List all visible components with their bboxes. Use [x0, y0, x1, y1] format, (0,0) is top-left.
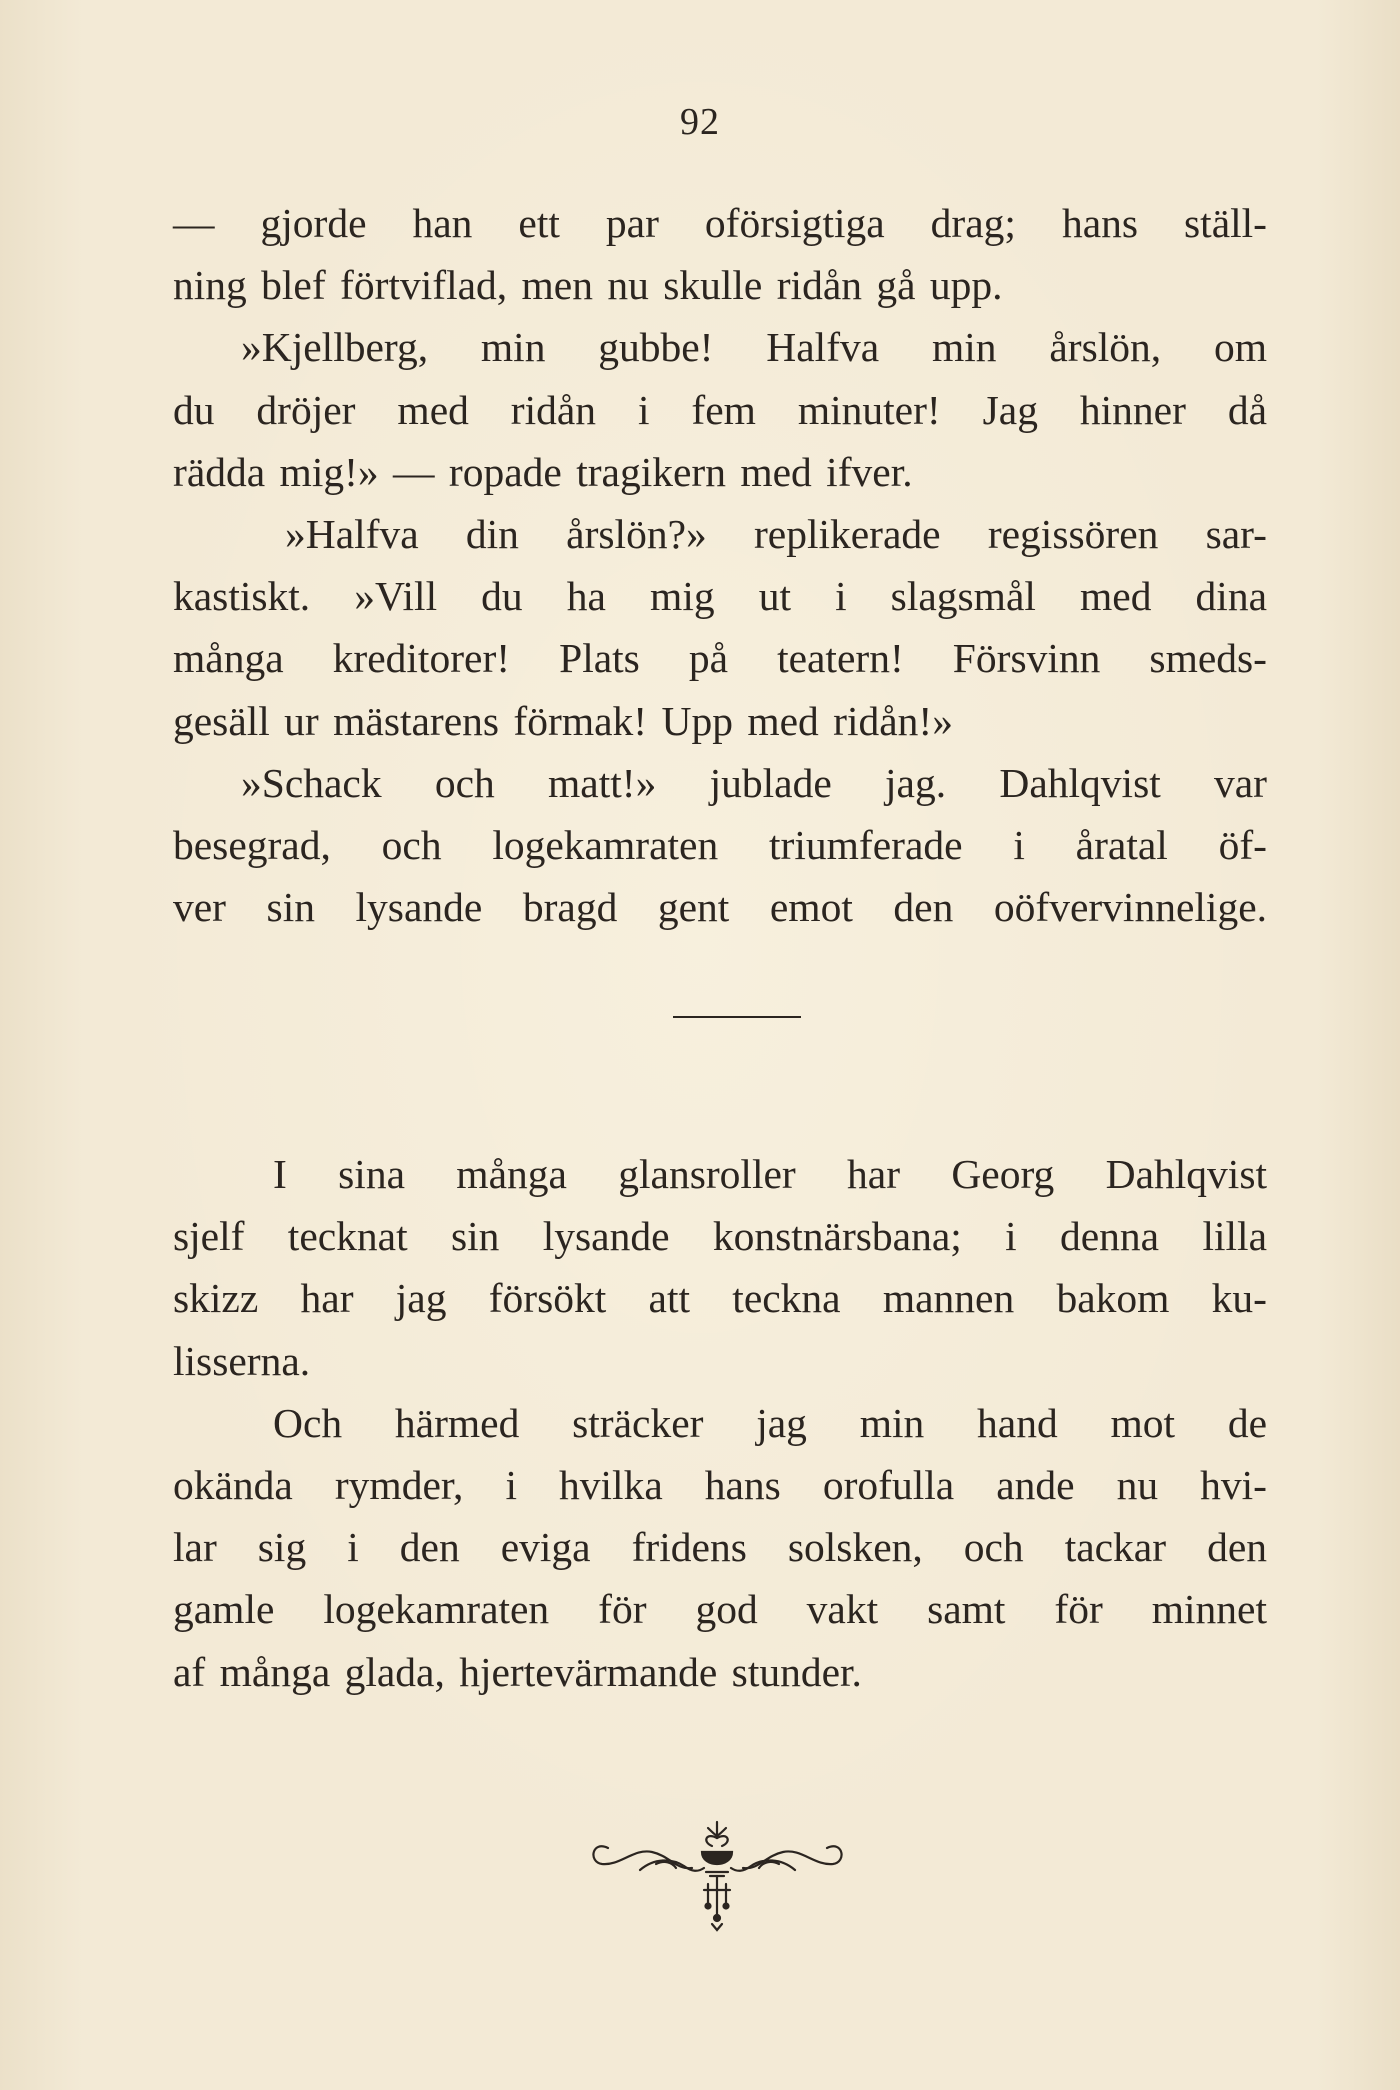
- text-line: okända rymder, i hvilka hans orofulla ande nu hvi-: [173, 1461, 1267, 1508]
- text-line: kastiskt. »Vill du ha mig ut i slagsmål med dina: [173, 573, 1267, 620]
- text-line: skizz har jag försökt att teckna mannen bakom ku-: [173, 1275, 1267, 1322]
- text-line: ver sin lysande bragd gent emot den oöfvervinnelige.: [173, 884, 1267, 931]
- text-line: Och härmed sträcker jag min hand mot de: [273, 1399, 1267, 1446]
- text-line: lar sig i den eviga fridens solsken, och tackar den: [173, 1524, 1267, 1571]
- text-section-closing: [173, 1143, 1267, 1703]
- text-line: rädda mig!» — ropade tragikern med ifver.: [173, 448, 913, 495]
- text-line: I sina många glansroller har Georg Dahlqvist: [273, 1151, 1267, 1197]
- section-divider-rule: [673, 1016, 801, 1018]
- text-line: lisserna.: [173, 1337, 311, 1384]
- text-line: många kreditorer! Plats på teatern! Försvinn smeds-: [173, 635, 1267, 682]
- floral-tailpiece-icon: [580, 1818, 855, 1938]
- text-line: af många glada, hjertevärmande stunder.: [173, 1648, 862, 1695]
- text-line: du dröjer med ridån i fem minuter! Jag hinner då: [173, 386, 1267, 433]
- text-line: sjelf tecknat sin lysande konstnärsbana; i denna lilla: [173, 1213, 1267, 1260]
- text-line: gamle logekamraten för god vakt samt för minnet: [173, 1586, 1267, 1633]
- text-line: ning blef förtviflad, men nu skulle ridån gå upp.: [173, 262, 1003, 309]
- text-line: gesäll ur mästarens förmak! Upp med ridån!»: [173, 697, 953, 744]
- text-line: »Halfva din årslön?» replikerade regissören sar-: [285, 510, 1267, 557]
- text-line: besegrad, och logekamraten triumferade i åratal öf-: [173, 821, 1267, 868]
- page-number: 92: [680, 101, 720, 143]
- text-line: — gjorde han ett par oförsigtiga drag; hans ställ-: [173, 200, 1267, 246]
- text-line: »Schack och matt!» jublade jag. Dahlqvist var: [241, 759, 1267, 806]
- text-line: »Kjellberg, min gubbe! Halfva min årslön, om: [241, 324, 1267, 371]
- text-section-dialogue: [173, 192, 1267, 938]
